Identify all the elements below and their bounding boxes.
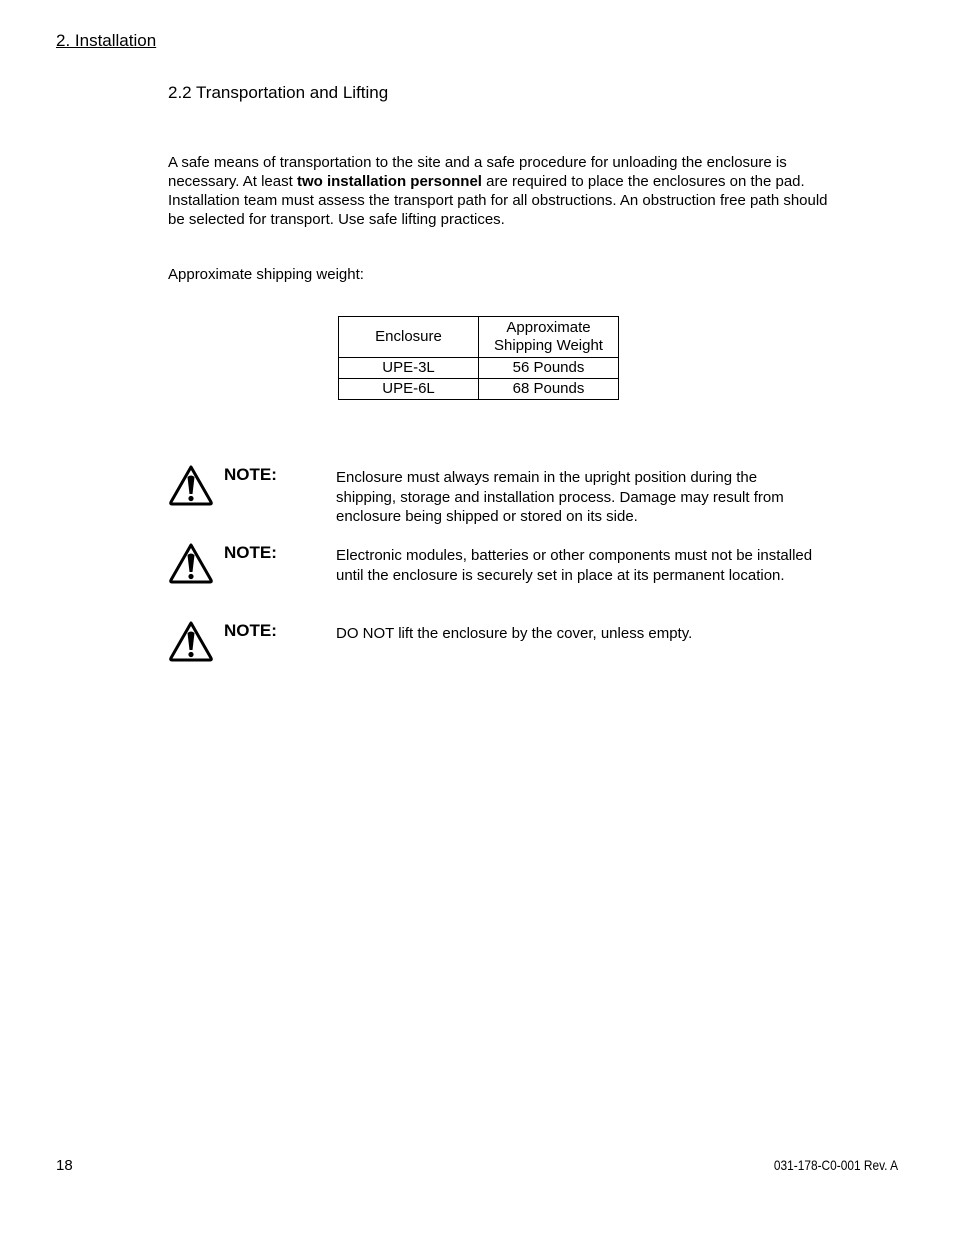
cell-weight: 56 Pounds [479,358,619,379]
table-header-row [339,317,619,358]
intro-text-before: A safe means of transportation to the site and a safe procedure for unloading the enclosure is necessary. At least [168,154,787,190]
note-text: Enclosure must always remain in the upright position during the shipping, storage and installation process. Damage may result from enclosure being shipped or stored on its side. [336,469,784,525]
note-label: NOTE: [224,621,277,640]
warning-icon [168,464,214,506]
weight-caption: Approximate shipping weight: [168,266,364,283]
note-lifting [168,620,828,664]
cell-enclosure: UPE-6L [339,379,479,400]
document-id: 031-178-C0-001 Rev. A [773,1157,898,1173]
warning-icon [168,542,214,584]
note-text: Electronic modules, batteries or other components must not be installed until the enclosure is securely set in place at its permanent location. [336,547,813,584]
section-title: 2.2 Transportation and Lifting [168,83,389,102]
note-install-order [168,542,828,612]
page-number: 18 [56,1157,73,1174]
header-enclosure: Enclosure [339,317,479,358]
table-row [339,379,619,400]
table-row [339,358,619,379]
header-shipping-weight-text: Approximate Shipping Weight [494,319,603,354]
chapter-heading: 2. Installation [56,31,157,50]
warning-icon [168,620,214,662]
cell-enclosure: UPE-3L [339,358,479,379]
intro-bold-text: two installation personnel [296,173,482,190]
note-label: NOTE: [224,543,277,562]
note-label: NOTE: [224,465,277,484]
cell-weight: 68 Pounds [479,379,619,400]
shipping-weight-table [338,316,619,400]
intro-text-after: are required to place the enclosures on the pad. Installation team must assess the transport path for all obstructions. An obstruction free path should be selected for transport. Use safe lifting practices. [168,173,828,228]
note-text: DO NOT lift the enclosure by the cover, unless empty. [336,625,693,642]
intro-paragraph [168,153,848,229]
note-upright [168,464,828,534]
header-shipping-weight [479,317,619,358]
